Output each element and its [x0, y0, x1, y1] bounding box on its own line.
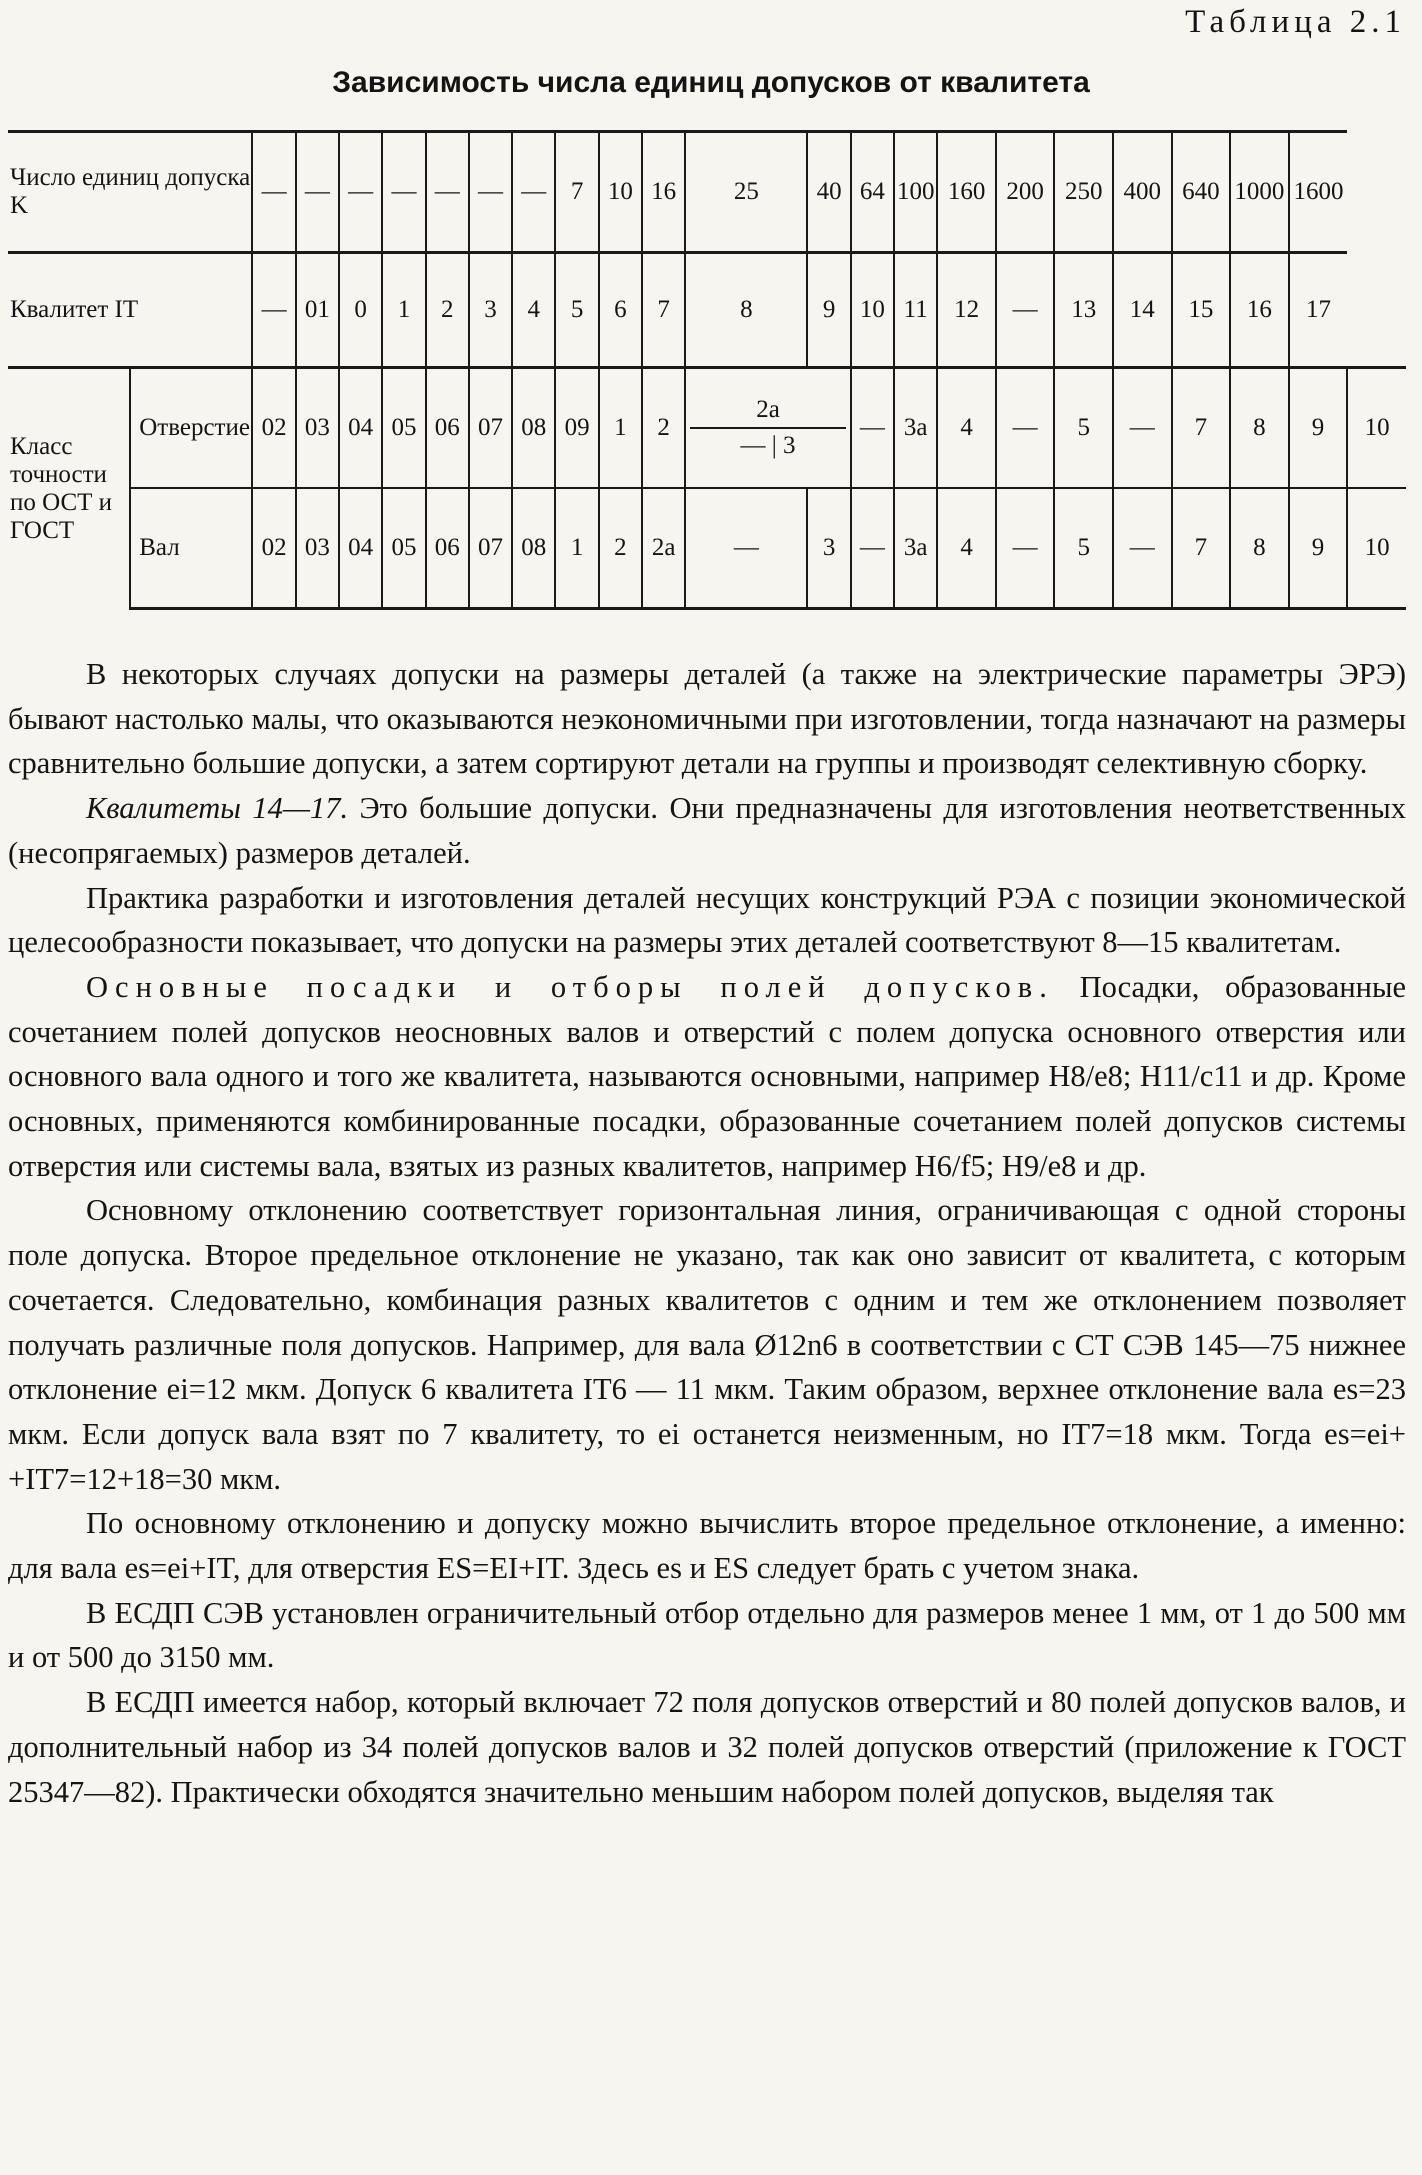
table-cell: 17 — [1289, 253, 1348, 368]
table-cell: 2 — [426, 253, 469, 368]
body-text — [8, 652, 1406, 1814]
table-cell: 5 — [1054, 488, 1113, 609]
paragraph-7: В ЕСДП СЭВ установлен ограничительный отбор отдельно для размеров менее 1 мм, от 1 до 500 мм и от 500 до 3150 мм. — [8, 1595, 1406, 1675]
table-cell: 07 — [469, 488, 512, 609]
table-cell: 200 — [996, 132, 1055, 253]
paragraph-1: В некоторых случаях допуски на размеры деталей (а также на электрические параметры ЭРЭ) бывают настолько малы, что оказываются неэкономичными при изготовлении, тогда назначают на размеры сравнительно большие допуски, а затем сортируют детали на группы и производят селективную сборку. — [8, 657, 1406, 781]
table-cell-split — [685, 368, 851, 489]
table-cell: — — [685, 488, 807, 609]
table-cell: 7 — [555, 132, 598, 253]
table-cell: 4 — [512, 253, 555, 368]
paragraph-2-lead: Квалитеты 14—17. — [86, 791, 349, 826]
row-label-accuracy-class: Класс точности по ОСТ и ГОСТ — [8, 368, 130, 609]
table-cell: 6 — [599, 253, 642, 368]
table-cell: — — [382, 132, 425, 253]
table-cell: 3 — [469, 253, 512, 368]
table-cell: 640 — [1172, 132, 1231, 253]
paragraph-4 — [8, 965, 1406, 1189]
table-cell: 01 — [296, 253, 339, 368]
table-cell: 5 — [1054, 368, 1113, 489]
paragraph-6: По основному отклонению и допуску можно вычислить второе предельное отклонение, а именно: для вала es=ei+IT, для отверстия ES=EI+IT. Здесь es и ES следует брать с учетом знака. — [8, 1506, 1406, 1586]
table-cell: 14 — [1113, 253, 1172, 368]
table-cell: — — [512, 132, 555, 253]
table-cell: — — [296, 132, 339, 253]
paragraph-8: В ЕСДП имеется набор, который включает 72 поля допусков отверстий и 80 полей допусков валов, и дополнительный набор из 34 полей допусков валов и 32 полей допусков отверстий (приложение к ГОСТ 25347—82). Практически обходятся значительно меньшим набором полей допусков, выделяя так — [8, 1685, 1406, 1809]
table-cell: 08 — [512, 488, 555, 609]
table-cell: 2 — [642, 368, 685, 489]
table-cell: 64 — [851, 132, 894, 253]
table-cell: 40 — [807, 132, 850, 253]
table-cell: 3a — [894, 488, 937, 609]
table-cell: 10 — [1347, 368, 1406, 489]
table-cell: 16 — [642, 132, 685, 253]
table-cell: — — [252, 253, 295, 368]
table-cell: 25 — [685, 132, 807, 253]
table-cell: — — [469, 132, 512, 253]
table-cell: — — [339, 132, 382, 253]
table-cell: 06 — [426, 368, 469, 489]
table-cell: 05 — [382, 488, 425, 609]
table-cell: — — [851, 488, 894, 609]
row-label-hole: Отверстие — [130, 368, 252, 489]
table-cell: 07 — [469, 368, 512, 489]
table-cell: 1 — [599, 368, 642, 489]
table-cell: — — [996, 488, 1055, 609]
table-cell: 5 — [555, 253, 598, 368]
table-cell: 7 — [642, 253, 685, 368]
table-title: Зависимость числа единиц допусков от квалитета — [332, 66, 1090, 99]
table-cell: 3 — [807, 488, 850, 609]
table-cell: 9 — [1289, 488, 1348, 609]
table-cell: 1 — [382, 253, 425, 368]
table-cell: 09 — [555, 368, 598, 489]
table-cell: 10 — [1347, 488, 1406, 609]
table-cell: 1 — [555, 488, 598, 609]
table-cell: 03 — [296, 368, 339, 489]
table-cell: 0 — [339, 253, 382, 368]
table-cell: 1000 — [1230, 132, 1289, 253]
table-cell: 04 — [339, 368, 382, 489]
table-cell: 02 — [252, 488, 295, 609]
table-cell: — — [252, 132, 295, 253]
row-label-grade: Квалитет IT — [8, 253, 252, 368]
table-cell: 8 — [685, 253, 807, 368]
table-cell: — — [1113, 488, 1172, 609]
table-cell: — — [1113, 368, 1172, 489]
table-cell: — — [851, 368, 894, 489]
table-cell: 06 — [426, 488, 469, 609]
table-cell: 02 — [252, 368, 295, 489]
table-cell: 4 — [937, 368, 996, 489]
table-cell: 8 — [1230, 368, 1289, 489]
table-number: Таблица 2.1 — [1185, 4, 1406, 40]
table-cell: 08 — [512, 368, 555, 489]
table-cell: 7 — [1172, 368, 1231, 489]
table-cell: 1600 — [1289, 132, 1348, 253]
split-bottom: — | 3 — [740, 432, 796, 459]
table-cell: 100 — [894, 132, 937, 253]
table-cell: 04 — [339, 488, 382, 609]
row-label-shaft: Вал — [130, 488, 252, 609]
paragraph-4-lead: Основные посадки и отборы полей допусков. — [86, 969, 1054, 1004]
table-cell: 9 — [807, 253, 850, 368]
table-cell: 2a — [642, 488, 685, 609]
paragraph-2 — [8, 786, 1406, 875]
table-cell: 4 — [937, 488, 996, 609]
table-cell: 160 — [937, 132, 996, 253]
table-cell: 05 — [382, 368, 425, 489]
paragraph-5: Основному отклонению соответствует горизонтальная линия, ограничивающая с одной стороны поле допуска. Второе предельное отклонение не указано, так как оно зависит от квалитета, с которым сочетается. Следовательно, комбинация разных квалитетов с одним и тем же отклонением позволяет получать различные поля допусков. Например, для вала Ø12n6 в соответствии с СТ СЭВ 145—75 нижнее отклонение ei=12 мкм. Допуск 6 квалитета IT6 — 11 мкм. Таким образом, верхнее отклонение вала es=23 мкм. Если допуск вала взят по 7 квалитету, то ei останется неизменным, но IT7=18 мкм. Тогда es=ei+ +IT7=12+18=30 мкм. — [8, 1193, 1406, 1496]
table-cell: 15 — [1172, 253, 1231, 368]
table-cell: 250 — [1054, 132, 1113, 253]
row-label-tolerance-units: Число единиц допуска K — [8, 132, 252, 253]
split-top: 2a — [690, 393, 846, 429]
table-cell: 03 — [296, 488, 339, 609]
table-cell: 7 — [1172, 488, 1231, 609]
table-cell: 2 — [599, 488, 642, 609]
paragraph-4-text: Посадки, образованные сочетанием полей допусков неосновных валов и отверстий с полем допуска основного отверстия или основного вала одного и того же квалитета, называются основными, например H8/e8; H11/c11 и др. Кроме основных, применяются комбинированные посадки, образованные сочетанием полей допусков системы отверстия или системы вала, взятых из разных квалитетов, например H6/f5; H9/e8 и др. — [8, 969, 1407, 1183]
table-cell: — — [426, 132, 469, 253]
table-cell: 400 — [1113, 132, 1172, 253]
table-cell: 3a — [894, 368, 937, 489]
tolerance-table — [8, 130, 1406, 610]
table-cell: 11 — [894, 253, 937, 368]
table-cell: — — [996, 368, 1055, 489]
table-cell: 16 — [1230, 253, 1289, 368]
paragraph-2-text: Это большие допуски. Они предназначены для изготовления неответственных (несопрягаемых) размеров деталей. — [8, 791, 1406, 870]
table-cell: 13 — [1054, 253, 1113, 368]
paragraph-3: Практика разработки и изготовления деталей несущих конструкций РЭА с позиции экономической целесообразности показывает, что допуски на размеры этих деталей соответствуют 8—15 квалитетам. — [8, 880, 1406, 960]
table-cell: 10 — [599, 132, 642, 253]
table-cell: 8 — [1230, 488, 1289, 609]
table-cell: 9 — [1289, 368, 1348, 489]
table-cell: 12 — [937, 253, 996, 368]
table-cell: — — [996, 253, 1055, 368]
table-cell: 10 — [851, 253, 894, 368]
